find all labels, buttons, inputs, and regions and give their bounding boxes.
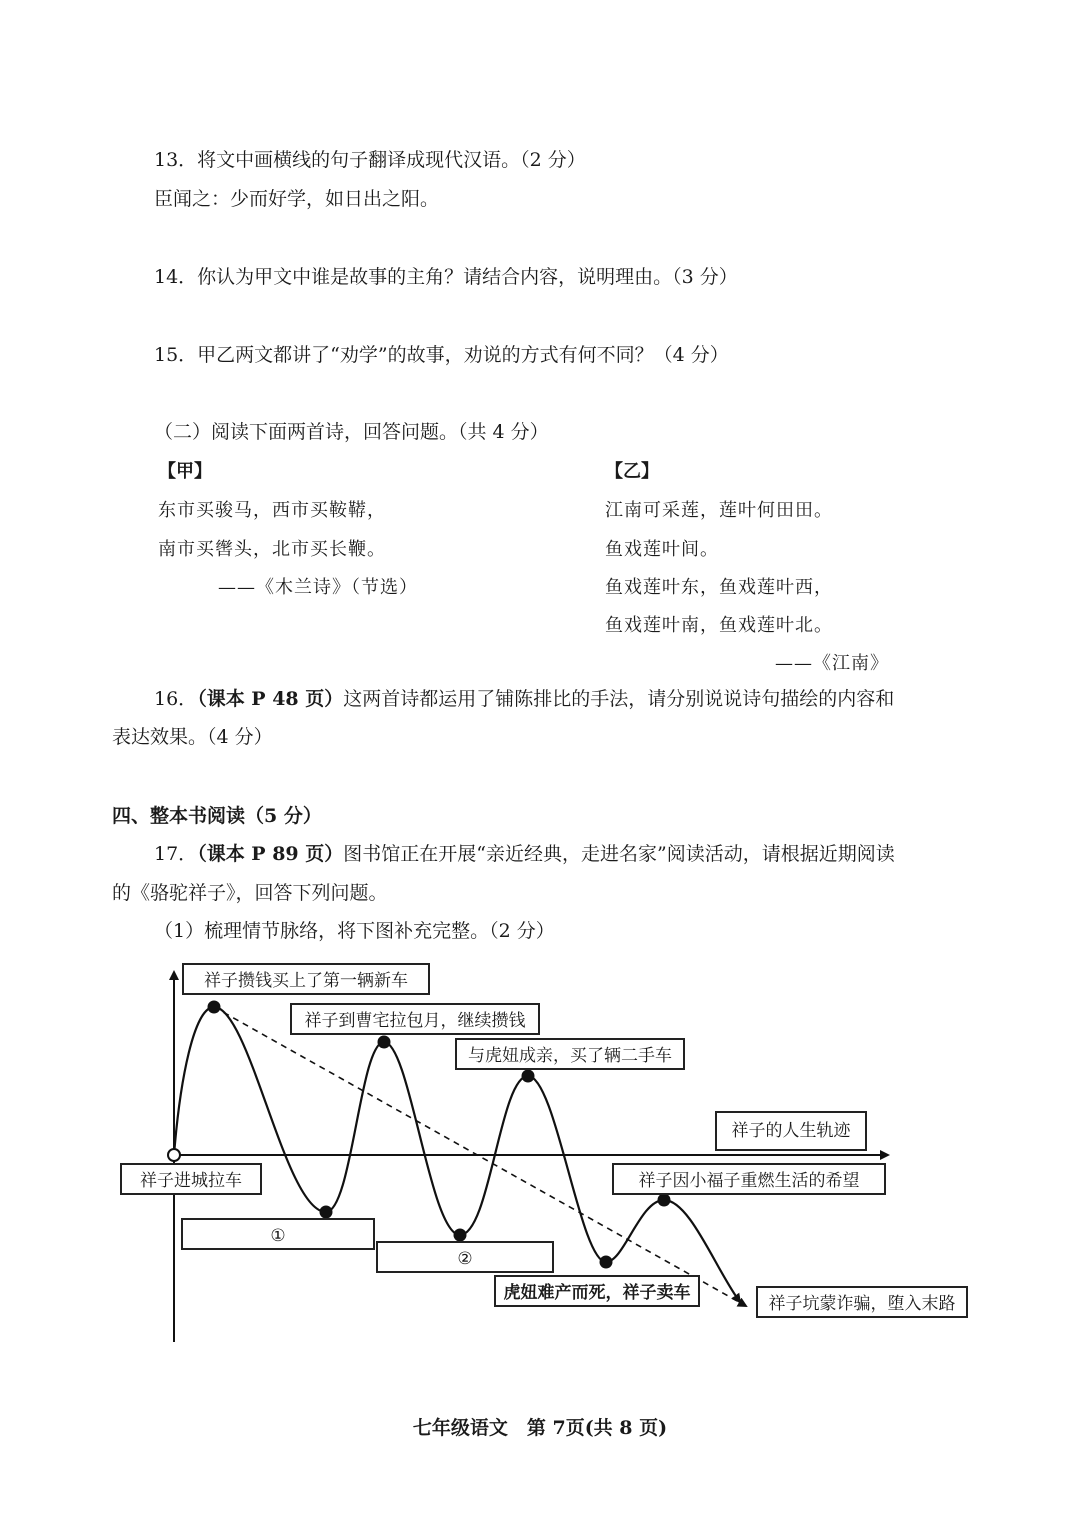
q17-number: 17． (154, 843, 198, 865)
q17-line1 (154, 841, 895, 867)
poem-jia-line: 东市买骏马，西市买鞍鞯， (158, 500, 386, 521)
poem-yi-line: 鱼戏莲叶东，鱼戏莲叶西， (605, 577, 833, 598)
plot-diagram (0, 950, 1080, 1350)
q16-text: 这两首诗都运用了铺陈排比的手法，请分别说说诗句描绘的内容和 (343, 688, 895, 710)
q15-question: 15．甲乙两文都讲了“劝学”的故事，劝说的方式有何不同？（4 分） (154, 344, 729, 366)
plot-box-blank2: ② (376, 1241, 554, 1273)
page-footer: 七年级语文 第 7页(共 8 页) (412, 1417, 668, 1439)
plot-box-end: 祥子坑蒙诈骗，堕入末路 (756, 1286, 968, 1318)
plot-box-peak4: 祥子因小福子重燃生活的希望 (612, 1163, 886, 1195)
plot-box-axis-label: 祥子的人生轨迹 (715, 1111, 867, 1151)
q17-sub1: （1）梳理情节脉络，将下图补充完整。（2 分） (154, 920, 555, 942)
q17-text: 图书馆正在开展“亲近经典，走进名家”阅读活动，请根据近期阅读 (343, 843, 895, 865)
poem-jia-line: 南市买辔头，北市买长鞭。 (158, 539, 386, 560)
poem-jia-source: ——《木兰诗》（节选） (218, 577, 418, 598)
peak-dot (378, 1036, 391, 1049)
plot-box-peak2: 祥子到曹宅拉包月，继续攒钱 (290, 1003, 540, 1035)
poem-yi-line: 鱼戏莲叶南，鱼戏莲叶北。 (605, 615, 833, 636)
peak-dot (208, 1001, 221, 1014)
start-point (168, 1149, 180, 1161)
plot-box-peak3: 与虎妞成亲，买了辆二手车 (455, 1038, 685, 1070)
q16-line2: 表达效果。（4 分） (112, 726, 273, 748)
poem-yi-label: 【乙】 (605, 461, 659, 482)
poem-yi-line: 江南可采莲，莲叶何田田。 (605, 500, 833, 521)
plot-box-peak1: 祥子攒钱买上了第一辆新车 (182, 963, 430, 995)
q16-line1 (154, 686, 894, 712)
plot-box-start: 祥子进城拉车 (120, 1163, 262, 1195)
q17-line2: 的《骆驼祥子》，回答下列问题。 (112, 882, 388, 904)
q16-textbook-ref: （课本 P 48 页） (197, 688, 344, 710)
q16-number: 16． (154, 688, 198, 710)
poem-yi-line: 鱼戏莲叶间。 (605, 539, 719, 560)
poem-jia-label: 【甲】 (158, 461, 212, 482)
q14-question: 14．你认为甲文中谁是故事的主角？请结合内容，说明理由。（3 分） (154, 266, 738, 288)
section4-heading: 四、整本书阅读（5 分） (112, 805, 322, 827)
plot-box-blank1: ① (181, 1218, 375, 1250)
q13-sentence: 臣闻之：少而好学，如日出之阳。 (154, 188, 440, 210)
plot-box-trough3: 虎妞难产而死，祥子卖车 (494, 1275, 700, 1307)
q13-question: 13．将文中画横线的句子翻译成现代汉语。（2 分） (154, 149, 586, 171)
q17-textbook-ref: （课本 P 89 页） (197, 843, 344, 865)
poem-yi-source: ——《江南》 (775, 653, 889, 674)
section2-heading: （二）阅读下面两首诗，回答问题。（共 4 分） (154, 421, 549, 443)
trough-dot (320, 1206, 333, 1219)
trough-dot (600, 1256, 613, 1269)
trough-dot (454, 1229, 467, 1242)
